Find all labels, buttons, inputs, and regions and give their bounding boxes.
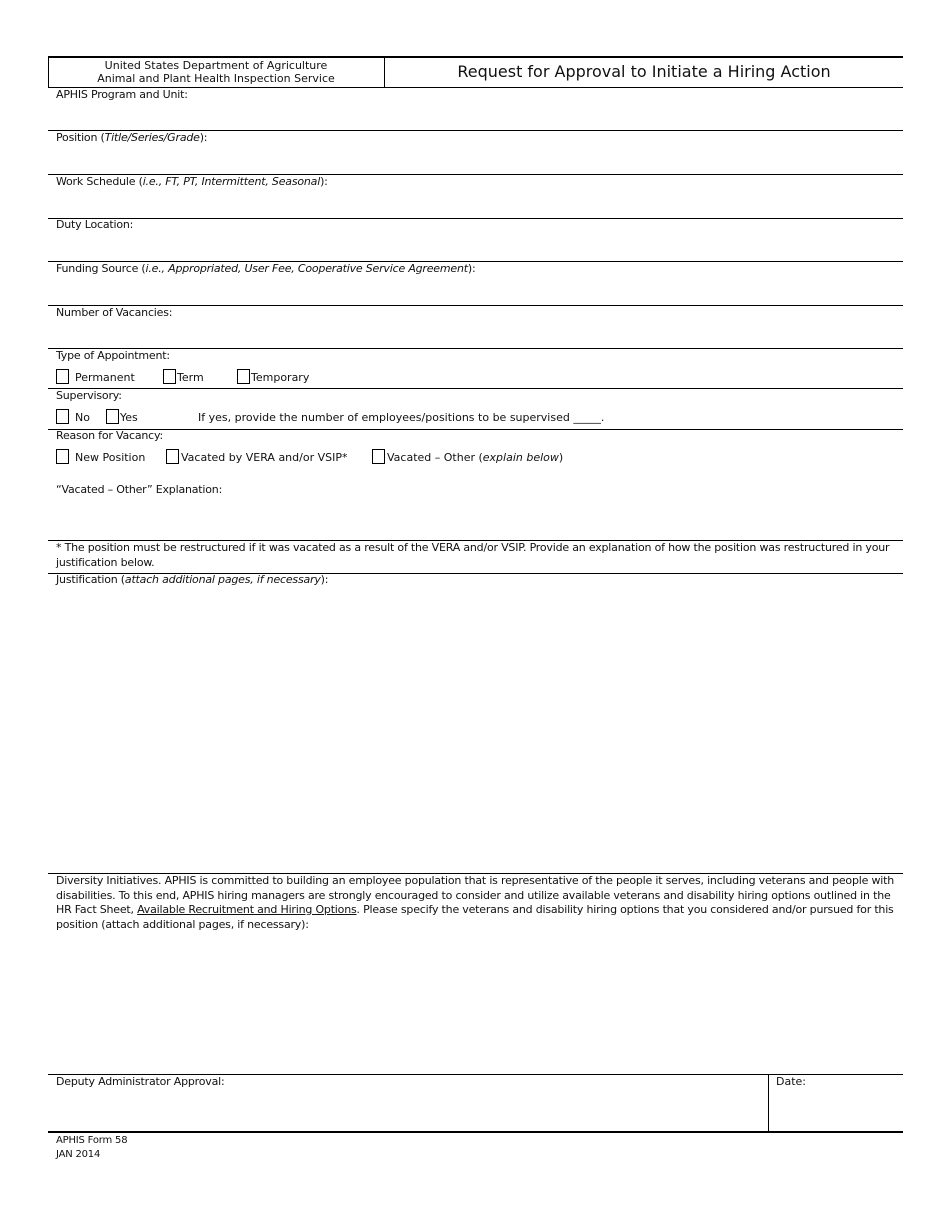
explanation-field[interactable]	[48, 498, 903, 540]
form-date: JAN 2014	[56, 1149, 101, 1160]
agency-line2: Animal and Plant Health Inspection Service	[97, 72, 335, 85]
checkbox-permanent[interactable]: Permanent	[56, 369, 135, 384]
approval-field[interactable]	[48, 1090, 768, 1132]
position-field[interactable]	[48, 144, 903, 174]
funding-field[interactable]	[48, 275, 903, 305]
position-label: Position (Title/Series/Grade):	[56, 131, 208, 144]
diversity-paragraph: Diversity Initiatives. APHIS is committed to building an employee population that is representative of the people it serves, including veterans and people with disabilities. To this end, APHIS hiring managers are strongly encouraged to consider and utilize available veterans and disability hiring options outlined in the HR Fact Sheet, Available Recruitment and Hiring Options. Please specify the veterans and disability hiring options that you considered and/or pursued for this position (attach additional pages, if necessary):	[56, 874, 894, 931]
approval-label: Deputy Administrator Approval:	[56, 1075, 225, 1088]
checkbox-vacated-other[interactable]: Vacated – Other (explain below)	[372, 449, 563, 464]
agency-name	[48, 59, 384, 85]
duty-field[interactable]	[48, 231, 903, 261]
diversity-field[interactable]	[48, 935, 903, 1073]
checkbox-new-position[interactable]: New Position	[56, 449, 145, 464]
supervised-count-note: If yes, provide the number of employees/positions to be supervised _____.	[198, 411, 605, 424]
top-rule	[48, 56, 903, 58]
date-field[interactable]	[769, 1090, 903, 1132]
program-field[interactable]	[48, 100, 903, 130]
justification-field[interactable]	[48, 588, 903, 873]
explanation-label: “Vacated – Other” Explanation:	[56, 483, 223, 496]
checkbox-term[interactable]: Term	[163, 369, 204, 384]
form-title: Request for Approval to Initiate a Hiring Action	[457, 62, 831, 81]
justification-label: Justification (attach additional pages, if necessary):	[56, 573, 329, 586]
checkbox-yes[interactable]: Yes	[106, 409, 138, 424]
vera-footnote: * The position must be restructured if it was vacated as a result of the VERA and/or VSIP. Provide an explanation of how the position was restructured in your justification below.	[56, 541, 890, 569]
schedule-label: Work Schedule (i.e., FT, PT, Intermittent, Seasonal):	[56, 175, 328, 188]
checkbox-no[interactable]: No	[56, 409, 90, 424]
appointment-label: Type of Appointment:	[56, 349, 170, 362]
duty-label: Duty Location:	[56, 218, 134, 231]
reason-label: Reason for Vacancy:	[56, 429, 164, 442]
vacancies-label: Number of Vacancies:	[56, 306, 173, 319]
supervisory-label: Supervisory:	[56, 389, 122, 402]
funding-label: Funding Source (i.e., Appropriated, User Fee, Cooperative Service Agreement):	[56, 262, 476, 275]
checkbox-vacated-vera-vsip[interactable]: Vacated by VERA and/or VSIP*	[166, 449, 347, 464]
form-number: APHIS Form 58	[56, 1135, 128, 1146]
agency-line1: United States Department of Agriculture	[104, 59, 328, 72]
vacancies-field[interactable]	[48, 319, 903, 348]
checkbox-temporary[interactable]: Temporary	[237, 369, 309, 384]
date-label: Date:	[776, 1075, 806, 1088]
schedule-field[interactable]	[48, 188, 903, 218]
program-label: APHIS Program and Unit:	[56, 88, 188, 101]
hiring-options-link[interactable]: Available Recruitment and Hiring Options	[137, 903, 357, 916]
